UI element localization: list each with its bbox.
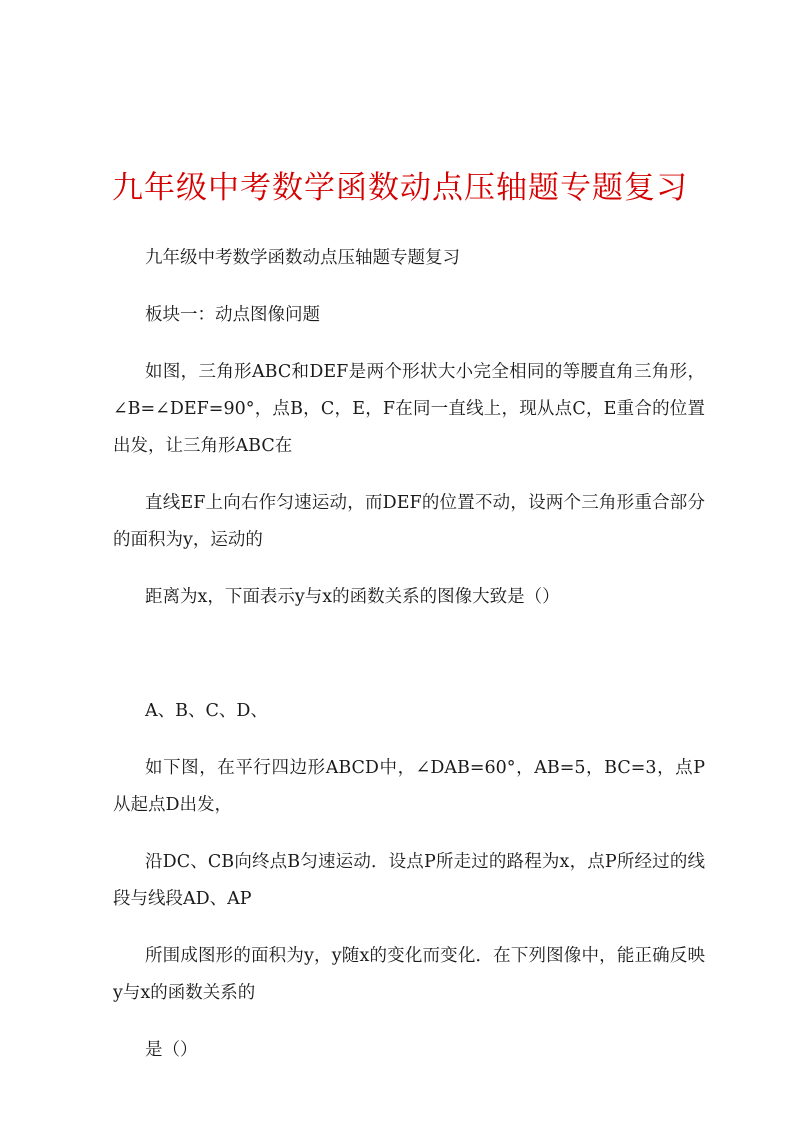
document-body xyxy=(113,240,705,1089)
paragraph-problem-1-motion: 直线EF上向右作匀速运动，而DEF的位置不动，设两个三角形重合部分的面积为y，运动的 xyxy=(113,493,705,550)
paragraph-subtitle: 九年级中考数学函数动点压轴题专题复习 xyxy=(145,248,460,268)
figure-placeholder xyxy=(113,636,705,693)
paragraph-section-heading: 板块一：动点图像问题 xyxy=(145,305,320,325)
paragraph-problem-2-motion: 沿DC、CB向终点B匀速运动．设点P所走过的路程为x，点P所经过的线段与线段AD、AP xyxy=(113,852,705,909)
paragraph-problem-1-question: 距离为x，下面表示y与x的函数关系的图像大致是（） xyxy=(145,587,560,607)
paragraph-problem-2-area: 所围成图形的面积为y，y随x的变化而变化．在下列图像中，能正确反映y与x的函数关系的 xyxy=(113,946,705,1003)
document-title: 九年级中考数学函数动点压轴题专题复习 xyxy=(112,170,688,206)
paragraph-problem-2-question: 是（） xyxy=(145,1040,198,1060)
paragraph-answer-options: A、B、C、D、 xyxy=(145,701,268,721)
paragraph-problem-1-intro: 如图，三角形ABC和DEF是两个形状大小完全相同的等腰直角三角形，∠B=∠DEF=90°，点B，C，E，F在同一直线上，现从点C，E重合的位置出发，让三角形ABC在 xyxy=(113,362,705,456)
paragraph-problem-2-intro: 如下图，在平行四边形ABCD中，∠DAB=60°，AB=5，BC=3，点P从起点D出发， xyxy=(113,758,705,815)
